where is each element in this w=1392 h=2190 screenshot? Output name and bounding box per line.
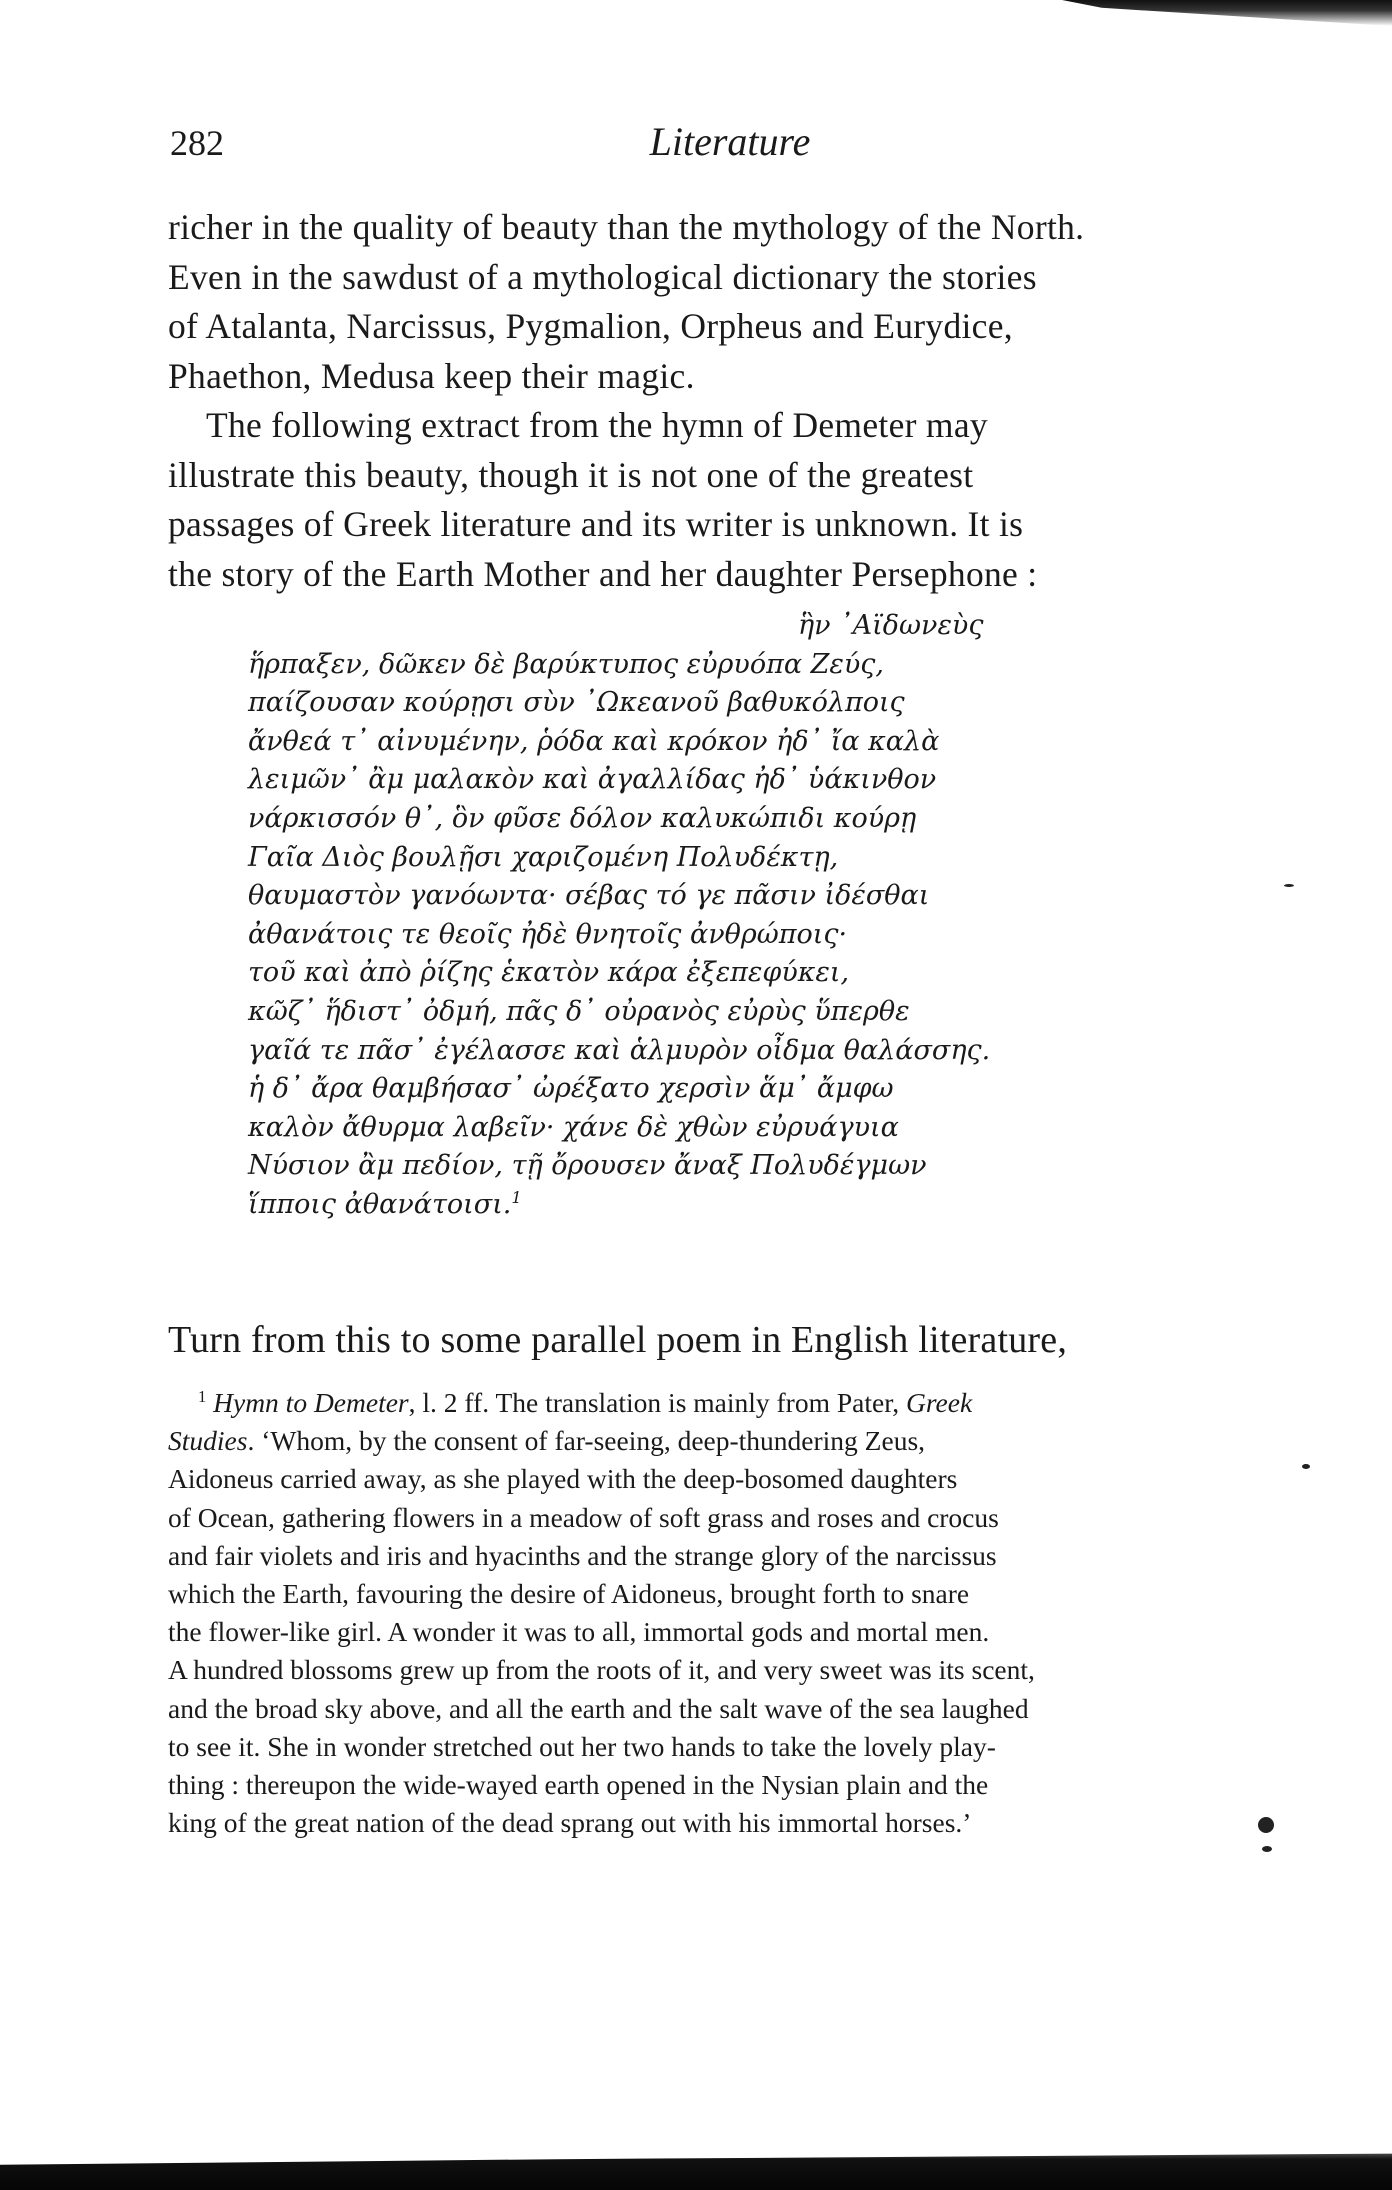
greek-line: ἄνθεά τ᾿ αἰνυμένην, ῥόδα καὶ κρόκον ἠδ᾿ ἴα καλὰ (248, 725, 940, 757)
footnote-line: the flower-like girl. A wonder it was to all, immortal gods and mortal men. (168, 1616, 990, 1648)
footnote-marker: 1 (198, 1386, 207, 1406)
greek-line: γαῖά τε πᾶσ᾿ ἐγέλασσε καὶ ἁλμυρὸν οἶδμα θαλάσσης. (248, 1034, 991, 1066)
greek-line: νάρκισσόν θ᾿, ὃν φῦσε δόλον καλυκώπιδι κούρῃ (248, 802, 917, 834)
body-line: Phaethon, Medusa keep their magic. (168, 355, 695, 396)
ink-speck (1284, 884, 1294, 887)
running-title: Literature (649, 119, 811, 164)
footnote-source-title: Hymn to Demeter (213, 1387, 409, 1418)
greek-line-text: ἵπποις ἀθανάτοισι. (248, 1188, 512, 1220)
greek-line: ἀθανάτοις τε θεοῖς ἠδὲ θνητοῖς ἀνθρώποις· (248, 918, 848, 950)
body-line: The following extract from the hymn of Demeter may (206, 405, 988, 445)
greek-line: Γαῖα Διὸς βουλῇσι χαριζομένη Πολυδέκτῃ, (248, 841, 839, 873)
footnote-line: Aidoneus carried away, as she played with the deep-bosomed daughters (168, 1463, 958, 1495)
ink-speck (1262, 1846, 1272, 1852)
footnote-line-text: . ‘Whom, by the consent of far-seeing, deep-thundering Zeus, (247, 1425, 926, 1457)
footnote-reference: 1 (511, 1187, 522, 1207)
ink-speck (1302, 1464, 1310, 1469)
continuation-line: Turn from this to some parallel poem in English literature, (168, 1319, 1068, 1361)
body-line: richer in the quality of beauty than the mythology of the North. (168, 207, 1085, 247)
greek-line: λειμῶν᾿ ἂμ μαλακὸν καὶ ἀγαλλίδας ἠδ᾿ ὑάκινθον (248, 764, 937, 796)
body-line: passages of Greek literature and its writer is unknown. It is (168, 504, 1024, 544)
body-line: of Atalanta, Narcissus, Pygmalion, Orpheus and Eurydice, (168, 306, 1013, 346)
page-header (170, 118, 1290, 178)
greek-line: παίζουσαν κούρῃσι σὺν ᾿Ωκεανοῦ βαθυκόλποις (248, 687, 905, 719)
greek-line: ἣν ᾿Αϊδωνεὺς (798, 610, 984, 641)
scan-shadow-top (1062, 0, 1392, 26)
footnote (168, 1384, 1308, 1842)
footnote-source-ref: , l. 2 ff. The translation is mainly from Pater, (408, 1387, 907, 1418)
greek-line: ἡ δ᾿ ἄρα θαμβήσασ᾿ ὠρέξατο χερσὶν ἅμ᾿ ἄμφω (248, 1073, 894, 1105)
footnote-line: thing : thereupon the wide-wayed earth opened in the Nysian plain and the (168, 1769, 989, 1801)
footnote-line: king of the great nation of the dead sprang out with his immortal horses.’ (168, 1807, 972, 1839)
greek-quotation (248, 607, 1288, 1225)
greek-line: κῶζ᾿ ἥδιστ᾿ ὀδμή, πᾶς δ᾿ οὐρανὸς εὐρὺς ὕπερθε (248, 995, 910, 1027)
greek-line (248, 1186, 1288, 1225)
footnote-line (168, 1422, 1308, 1460)
footnote-line: of Ocean, gathering flowers in a meadow of soft grass and roses and crocus (168, 1501, 999, 1533)
body-paragraphs (168, 203, 1298, 599)
greek-line: θαυμαστὸν γανόωντα· σέβας τό γε πᾶσιν ἰδέσθαι (248, 880, 930, 912)
greek-line: Νύσιον ἂμ πεδίον, τῇ ὄρουσεν ἄναξ Πολυδέγμων (248, 1150, 927, 1182)
page-number: 282 (170, 123, 224, 163)
ink-speck (1258, 1817, 1274, 1833)
greek-line: καλὸν ἄθυρμα λαβεῖν· χάνε δὲ χθὼν εὐρυάγυια (248, 1111, 899, 1143)
body-line: illustrate this beauty, though it is not one of the greatest (168, 454, 974, 495)
footnote-line: and the broad sky above, and all the earth and the salt wave of the sea laughed (168, 1692, 1029, 1724)
greek-line: ἥρπαξεν, δῶκεν δὲ βαρύκτυπος εὐρυόπα Ζεύς, (248, 648, 885, 680)
footnote-line (168, 1384, 1308, 1422)
greek-line: τοῦ καὶ ἀπὸ ῥίζης ἑκατὸν κάρα ἐξεπεφύκει, (248, 957, 850, 989)
footnote-line: A hundred blossoms grew up from the roots of it, and very sweet was its scent, (168, 1654, 1035, 1686)
footnote-line: which the Earth, favouring the desire of Aidoneus, brought forth to snare (168, 1578, 970, 1610)
footnote-pater-title: Greek (906, 1387, 973, 1418)
footnote-pater-title-cont: Studies (168, 1425, 248, 1457)
scan-shadow-bottom (0, 2134, 1392, 2190)
body-line: Even in the sawdust of a mythological dictionary the stories (168, 256, 1037, 297)
footnote-line: and fair violets and iris and hyacinths and the strange glory of the narcissus (168, 1539, 997, 1571)
footnote-line: to see it. She in wonder stretched out her two hands to take the lovely play- (168, 1730, 996, 1762)
body-line: the story of the Earth Mother and her daughter Persephone : (168, 553, 1038, 594)
